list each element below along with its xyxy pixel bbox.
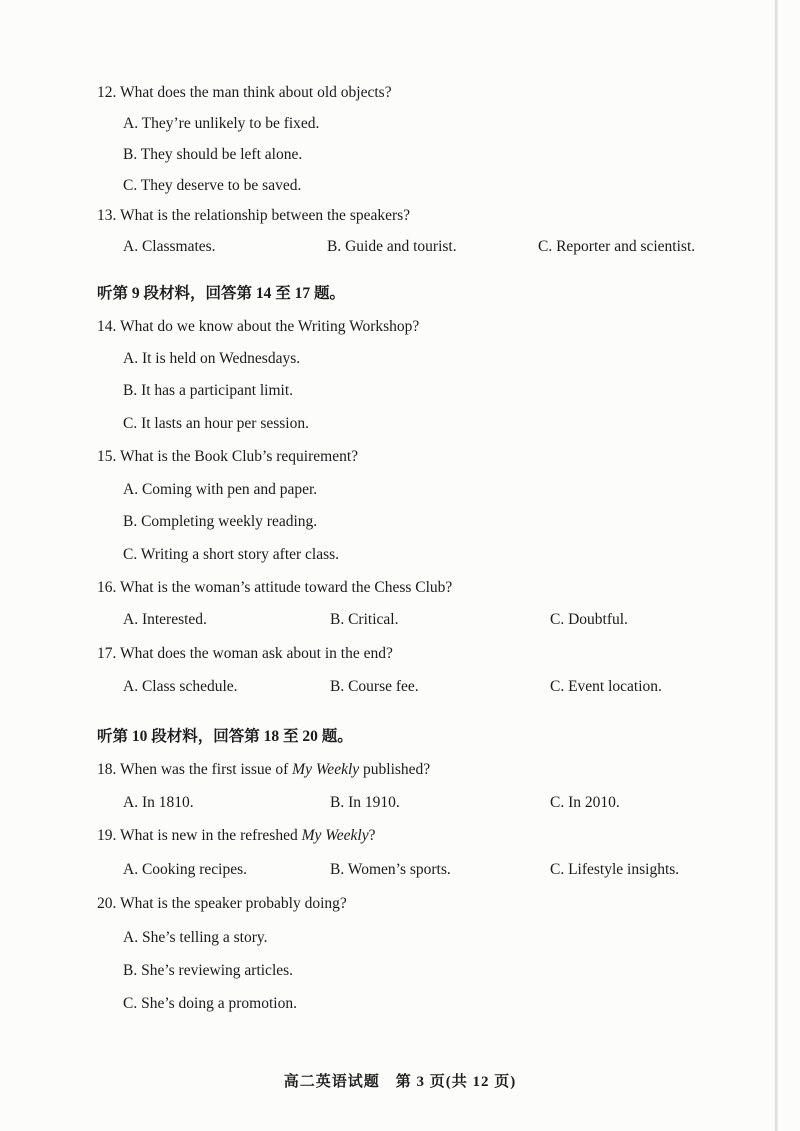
section-9-heading: 听第 9 段材料，回答第 14 至 17 题。 <box>97 285 346 302</box>
question-18-option-c: C. In 2010. <box>550 794 620 811</box>
question-15-stem: 15. What is the Book Club’s requirement? <box>97 448 359 465</box>
page-footer: 高二英语试题 第 3 页(共 12 页) <box>283 1074 517 1090</box>
question-19-stem-post: ? <box>368 827 376 844</box>
question-19-option-a: A. Cooking recipes. <box>123 861 247 878</box>
question-15-option-c: C. Writing a short story after class. <box>123 546 340 563</box>
question-19-options <box>123 860 703 880</box>
question-13-options <box>123 237 703 257</box>
question-15-option-a: A. Coming with pen and paper. <box>123 481 318 498</box>
question-14-stem: 14. What do we know about the Writing Workshop? <box>97 318 420 335</box>
question-12-option-b: B. They should be left alone. <box>123 146 303 163</box>
question-18-option-b: B. In 1910. <box>330 794 400 811</box>
question-16-option-a: A. Interested. <box>123 611 207 628</box>
question-17-option-b: B. Course fee. <box>330 678 419 695</box>
question-16-options <box>123 610 703 630</box>
question-19-magazine-title: My Weekly <box>301 827 369 844</box>
question-19-option-b: B. Women’s sports. <box>330 861 451 878</box>
question-14-option-b: B. It has a participant limit. <box>123 382 294 399</box>
question-12-stem: 12. What does the man think about old objects? <box>97 84 392 101</box>
question-14-option-a: A. It is held on Wednesdays. <box>123 350 301 367</box>
question-16-option-c: C. Doubtful. <box>550 611 628 628</box>
question-13-option-c: C. Reporter and scientist. <box>538 238 696 255</box>
question-13-option-b: B. Guide and tourist. <box>327 238 457 255</box>
question-18-stem-post: published? <box>359 761 431 778</box>
question-18-magazine-title: My Weekly <box>292 761 360 778</box>
question-16-stem: 16. What is the woman’s attitude toward the Chess Club? <box>97 579 453 596</box>
question-20-stem: 20. What is the speaker probably doing? <box>97 895 347 912</box>
question-18-stem <box>97 760 430 780</box>
question-15-option-b: B. Completing weekly reading. <box>123 513 318 530</box>
question-17-option-c: C. Event location. <box>550 678 662 695</box>
question-12-option-a: A. They’re unlikely to be fixed. <box>123 115 320 132</box>
question-20-option-b: B. She’s reviewing articles. <box>123 962 294 979</box>
question-16-option-b: B. Critical. <box>330 611 399 628</box>
question-14-option-c: C. It lasts an hour per session. <box>123 415 309 432</box>
question-12-option-c: C. They deserve to be saved. <box>123 177 302 194</box>
section-10-heading: 听第 10 段材料，回答第 18 至 20 题。 <box>97 728 353 745</box>
question-19-option-c: C. Lifestyle insights. <box>550 861 680 878</box>
question-18-option-a: A. In 1810. <box>123 794 194 811</box>
question-19-stem-pre: 19. What is new in the refreshed <box>97 827 302 844</box>
question-18-stem-pre: 18. When was the first issue of <box>97 761 293 778</box>
question-20-option-c: C. She’s doing a promotion. <box>123 995 297 1012</box>
page-edge <box>775 0 778 1131</box>
question-13-option-a: A. Classmates. <box>123 238 216 255</box>
question-20-option-a: A. She’s telling a story. <box>123 929 268 946</box>
question-17-options <box>123 677 703 697</box>
question-18-options <box>123 793 703 813</box>
question-17-stem: 17. What does the woman ask about in the end? <box>97 645 393 662</box>
question-17-option-a: A. Class schedule. <box>123 678 238 695</box>
question-19-stem <box>97 826 375 846</box>
question-13-stem: 13. What is the relationship between the speakers? <box>97 207 411 224</box>
